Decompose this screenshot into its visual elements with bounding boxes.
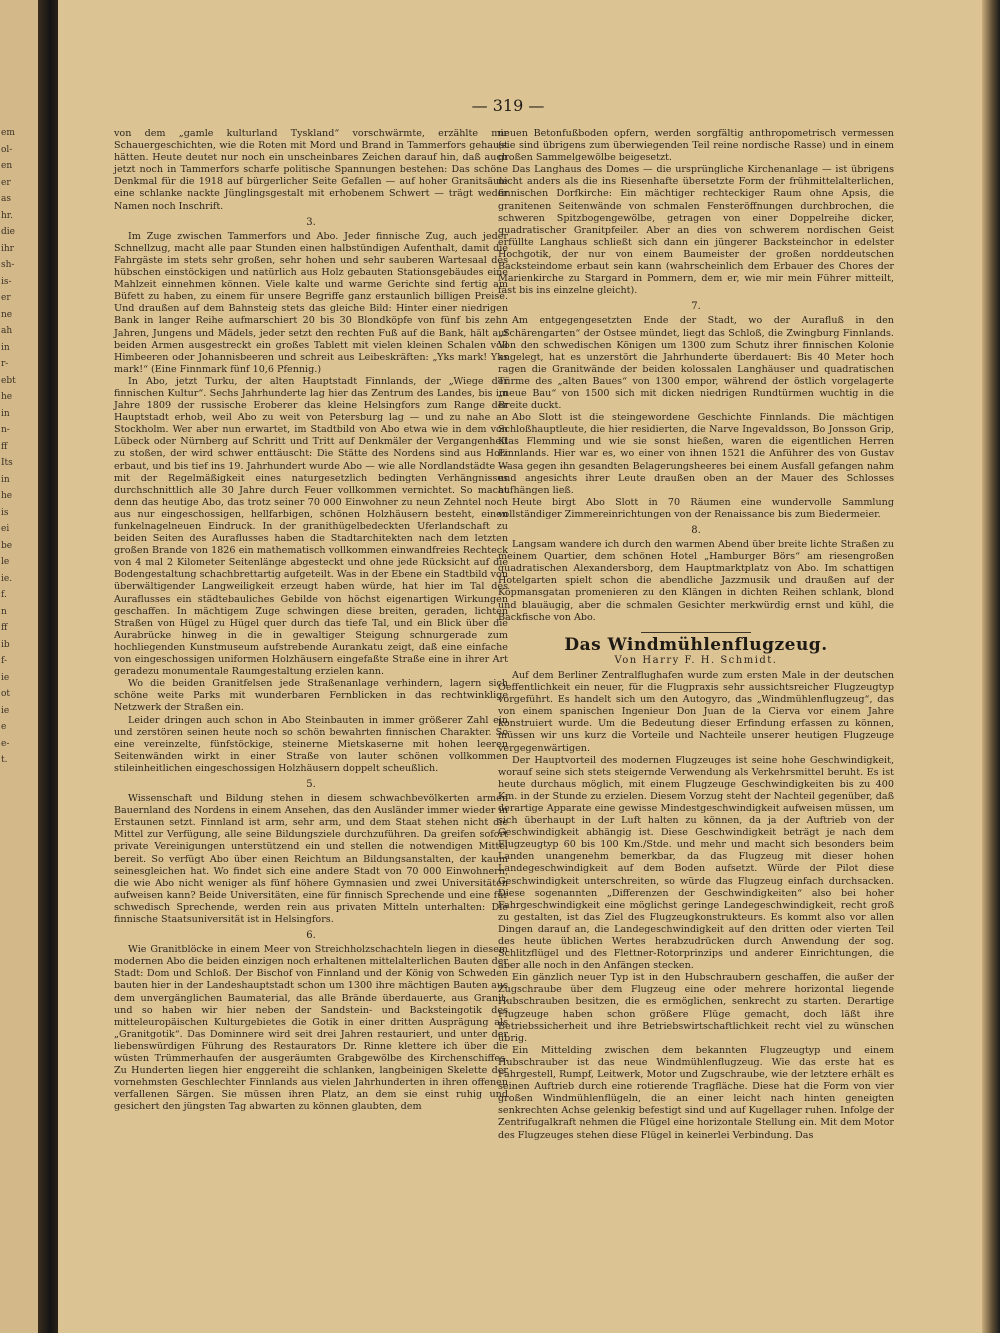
section-number: 8. xyxy=(691,525,701,536)
page-edge-right xyxy=(982,0,1000,1333)
paragraph: neuen Betonfußboden opfern, werden sorgfältig anthropometrisch vermessen (sie sind übrigens zum überwiegenden Teil reine nordische Rasse) und in einem großen Sammelgewölbe beigesetzt. xyxy=(498,128,894,164)
margin-fragment: n xyxy=(1,606,7,617)
margin-fragment: ne xyxy=(1,309,13,320)
margin-fragment: r- xyxy=(1,359,9,369)
margin-fragment: in xyxy=(1,408,10,419)
book-gutter xyxy=(38,0,58,1333)
margin-fragment: ie. xyxy=(1,573,13,584)
paragraph: Das Langhaus des Domes — die ursprüngliche Kirchenanlage — ist übrigens nicht anders als die ins Riesenhafte übersetzte Form der frühmittelalterlichen, finnischen Dorfkirche: Ein mächtiger rechteckiger Raum ohne Apsis, die granitenen Seitenwände von schmalen Fensteröffnungen durchbrochen, die schweren Spitzbogengewölbe, getragen von einer Doppelreihe dicker, quadratischer Granitpfeiler. Aber an dies von schwerem nordischen Geist erfüllte Langhaus schließt sich dann ein jüngerer Backsteinchor in edelster Hochgotik, der nur von einem Baumeister der großen norddeutschen Backsteindome erbaut sein kann (wahrscheinlich dem Erbauer des Chores der Marienkirche zu Stargard in Pommern, dem er, wie mir mein Führer mitteilt, fast bis ins einzelne gleicht). xyxy=(498,164,894,297)
margin-fragment: ff xyxy=(1,441,8,452)
section-number: 5. xyxy=(306,778,316,790)
margin-fragment: f. xyxy=(1,590,7,600)
margin-fragment: in xyxy=(1,474,10,485)
paragraph: Abo Slott ist die steingewordene Geschichte Finnlands. Die mächtigen Schloßhauptleute, die hier residierten, die Narve Ingevaldsson, Bo Jonsson Grip, Klas Flemming und wie sie sonst hießen, waren die eigentlichen Herren Finnlands. Hier war es, wo einer von ihnen 1521 die Anführer des von Gustav Wasa gegen ihn gesandten Belagerungsheeres bei einem Ausfall gefangen nahm und angesichts ihrer Leute draußen oben an der Mauer des Schlosses aufhängen ließ. xyxy=(498,412,894,496)
margin-fragment: is xyxy=(1,507,9,518)
margin-fragment: e xyxy=(1,722,7,732)
section-number: 6. xyxy=(306,930,316,942)
paragraph: von dem „gamle kulturland Tyskland“ vorschwärmte, erzählte mir Schauergeschichten, wie die Roten mit Mord und Brand in Tammerfors gehaust hätten. Heute deutet nur noch ein unscheinbares Zeichen darauf hin, daß auch jetzt noch in Tammerfors scharfe politische Spannungen bestehen: Das schöne Denkmal für die 1918 auf bürgerlicher Seite Gefallen — auf hoher Granitsäule eine schlanke nackte Jünglingsgestalt mit erhobenem Schwert — trägt weder Namen noch Inschrift. xyxy=(114,128,508,212)
section-number: 7. xyxy=(691,301,701,313)
margin-fragment: he xyxy=(1,491,13,501)
margin-fragment: n- xyxy=(1,425,10,435)
margin-fragment: is- xyxy=(1,276,12,287)
divider xyxy=(641,632,751,633)
margin-fragment: er xyxy=(1,177,11,188)
margin-fragment: in xyxy=(1,342,10,353)
margin-fragment: ihr xyxy=(1,243,14,254)
margin-fragment: ei xyxy=(1,524,10,534)
byline: Von Harry F. H. Schmidt. xyxy=(614,654,778,666)
margin-fragment: ib xyxy=(1,639,10,650)
margin-fragment: ff xyxy=(1,623,8,633)
section-number: 3. xyxy=(306,216,316,228)
margin-fragment: er xyxy=(1,293,11,303)
paragraph: Auf dem Berliner Zentralflughafen wurde zum ersten Male in der deutschen Oeffentlichkeit ein neuer, für die Flugpraxis sehr aussichtsreicher Flugzeugtyp vorgeführt. Es handelt sich um den Autogyro, das „Windmühlenflugzeug“, das von einem spanischen Ingenieur Don Juan de la Cierva vor einem Jahre konstruiert wurde. Um die Bedeutung dieser Erfindung erfassen zu können, müssen wir uns kurz die Vorteile und Nachteile unserer heutigen Flugzeuge vergegenwärtigen. xyxy=(498,669,894,754)
margin-fragment: ie xyxy=(1,705,10,716)
paragraph: Wissenschaft und Bildung stehen in diesem schwachbevölkerten armen Bauernland des Nordens in einem Ansehen, das den Ausländer immer wieder in Erstaunen setzt. Finnland ist arm, sehr arm, und dem Staat stehen nicht die Mittel zur Verfügung, alle seine Bildungsziele durchzuführen. Da greifen sofort private Vereinigungen unterstützend ein und stellen die notwendigen Mittel bereit. So verfügt Abo über einen Reichtum an Bildungsanstalten, der kaum seinesgleichen hat. Wo findet sich eine andere Stadt von 70 000 Einwohnern, die wie Abo nicht weniger als fünf höhere Gymnasien und zwei Universitäten aufweisen kann? Beide Universitäten, eine für finnisch Sprechende und eine für schwedisch Sprechende, werden rein aus privaten Mitteln unterhalten: Die finnische Staatsuniversität ist in Helsingfors. xyxy=(114,793,508,925)
page-number: — 319 — xyxy=(471,96,545,115)
margin-fragment: sh- xyxy=(1,260,15,270)
margin-fragment: be xyxy=(1,540,13,551)
margin-fragment: e- xyxy=(1,738,10,749)
paragraph: Heute birgt Abo Slott in 70 Räumen eine wundervolle Sammlung vollständiger Zimmereinrichtungen von der Renaissance bis zum Biedermeier. xyxy=(498,496,894,520)
margin-fragment: Its xyxy=(1,458,13,468)
paragraph: Leider dringen auch schon in Abo Steinbauten in immer größerer Zahl ein und zerstören seinen heute noch so schön bewahrten finnischen Charakter. So eine vereinzelte, fünfstöckige, steinerne Mietskaserne mit hohen leeren Seitenwänden wirkt in einer Straße von lauter schönen vollkommen stileinheitlichen eingeschossigen Holzhäusern doppelt scheußlich. xyxy=(114,714,508,774)
right-column xyxy=(498,128,894,1142)
margin-fragment: en xyxy=(1,161,13,171)
paragraph: Ein gänzlich neuer Typ ist in den Hubschraubern geschaffen, die außer der Zugschraube über dem Flugzeug eine oder mehrere horizontal liegende Hubschrauben besitzen, die es ermöglichen, senkrecht zu starten. Derartige Flugzeuge haben schon größere Flüge gemacht, doch läßt ihre Betriebssicherheit und ihre Betriebswirtschaftlichkeit recht viel zu wünschen übrig. xyxy=(498,972,894,1044)
margin-fragment: em xyxy=(1,128,15,138)
paragraph: Ein Mittelding zwischen dem bekannten Flugzeugtyp und einem Hubschrauber ist das neue Windmühlenflugzeug. Wie das erste hat es Fahrgestell, Rumpf, Leitwerk, Motor und Zugschraube, wie der letztere erhält es seinen Auftrieb durch eine rotierende Tragfläche. Diese hat die Form von vier großen Windmühlenflügeln, die an einer leicht nach hinten geneigten senkrechten Achse gelenkig befestigt sind und auf Kugellager ruhen. Infolge der Zentrifugalkraft nehmen die Flügel eine horizontale Stellung ein. Mit dem Motor des Flugzeuges stehen diese Flügel in keinerlei Verbindung. Das xyxy=(498,1044,894,1141)
paragraph: Am entgegengesetzten Ende der Stadt, wo der Aurafluß in den „Schärengarten“ der Ostsee mündet, liegt das Schloß, die Zwingburg Finnlands. Von den schwedischen Königen um 1300 zum Schutz ihrer finnischen Kolonie angelegt, hat es unzerstört die Jahrhunderte überdauert: Bis 40 Meter hoch ragen die Granitwände der beiden kolossalen Langhäuser und quadratischen Türme des „alten Baues“ von 1300 empor, während der östlich vorgelagerte „neue Bau“ von 1500 sich mit dicken niedrigen Rundtürmen wuchtig in die Breite duckt. xyxy=(498,315,894,412)
margin-fragment: hr. xyxy=(1,210,13,221)
margin-fragment: he xyxy=(1,392,13,402)
margin-fragment: t. xyxy=(1,755,8,765)
margin-fragment: die xyxy=(1,227,15,237)
margin-fragment: ah xyxy=(1,326,13,336)
paragraph: Wo die beiden Granitfelsen jede Straßenanlage verhindern, lagern sich schöne weite Parks mit wunderbaren Fernblicken in das rechtwinklige Netzwerk der Straßen ein. xyxy=(114,678,508,714)
margin-fragment: le xyxy=(1,557,10,567)
margin-fragment: as xyxy=(1,194,11,204)
paragraph: Langsam wandere ich durch den warmen Abend über breite lichte Straßen zu meinem Quartier, dem schönen Hotel „Hamburger Börs“ am riesengroßen quadratischen Alexandersborg, dem Hauptmarktplatz von Abo. Im schattigen Hotelgarten spielt schon die abendliche Jazzmusik und draußen auf der Köpmansgatan promenieren zu den Klängen in dichten Reihen schlank, blond und blauäugig, aber die schmalen Gesichter merkwürdig ernst und kühl, die Backfische von Abo. xyxy=(498,539,894,623)
paragraph: Wie Granitblöcke in einem Meer von Streichholzschachteln liegen in diesem modernen Abo die beiden einzigen noch erhaltenen mittelalterlichen Bauten der Stadt: Dom und Schloß. Der Bischof von Finnland und der König von Schweden bauten hier in der Landeshauptstadt schon um 1300 ihre mächtigen Bauten aus dem unvergänglichen Baumaterial, das alle Brände überdauerte, aus Granit, und so haben wir hier neben der Sandstein- und Backsteingotik des mitteleuropäischen Kulturgebietes die Gotik in einer dritten Ausprägung als „Granitgotik“. Das Dominnere wird seit drei Jahren restauriert, und unter der liebenswürdigen Führung des Restaurators Dr. Rinne klettere ich über die wüsten Trümmerhaufen der ausgeräumten Grabgewölbe des Kirchenschiffes. Zu Hunderten liegen hier enggereiht die schlanken, langbeinigen Skelette der vornehmsten Geschlechter Finnlands aus vielen Jahrhunderten in ihren offenen verfallenen Särgen. Sie müssen ihren Platz, an dem sie einst ruhig und gesichert den jüngsten Tag abwarten zu können glaubten, dem xyxy=(114,944,508,1113)
paragraph: Der Hauptvorteil des modernen Flugzeuges ist seine hohe Geschwindigkeit, worauf seine sich stets steigernde Verwendung als Verkehrsmittel beruht. Es ist heute durchaus möglich, mit einem Flugzeuge Geschwindigkeiten bis zu 400 Km. in der Stunde zu erzielen. Diesem Vorzug steht der Nachteil gegenüber, daß derartige Apparate eine gewisse Mindestgeschwindigkeit aufweisen müssen, um sich überhaupt in der Luft halten zu können, da ja der Auftrieb von der Geschwindigkeit abhängig ist. Diese Geschwindigkeit beträgt je nach dem Flugzeugtyp 60 bis 100 Km./Stde. und mehr und macht sich besonders beim Landen unangenehm bemerkbar, da das Flugzeug mit dieser hohen Landegeschwindigkeit auf dem Boden aufsetzt. Würde der Pilot diese Geschwindigkeit unterschreiten, so würde das Flugzeug einfach durchsacken. Diese sogenannten „Differenzen der Geschwindigkeiten“ also bei hoher Fahrgeschwindigkeit eine möglichst geringe Landegeschwindigkeit, recht groß zu gestalten, ist das Ziel des Flugzeugkonstrukteurs. Es kommt also vor allen Dingen darauf an, die Landegeschwindigkeit auf den dritten oder vierten Teil des heute üblichen Wertes herabzudrücken durch Anwendung der sog. Schlitzflügel und des Flettner-Rotorprinzips und anderer Einrichtungen, die aber alle noch in den Anfängen stecken. xyxy=(498,754,894,972)
newspaper-page xyxy=(58,0,982,1333)
margin-fragment: ot xyxy=(1,689,11,699)
article-title: Das Windmühlenflugzeug. xyxy=(564,634,828,655)
margin-fragment: ol- xyxy=(1,144,13,155)
margin-fragment: ie xyxy=(1,672,10,683)
margin-fragment: ebt xyxy=(1,375,16,386)
left-column xyxy=(114,128,508,1114)
adjacent-page-edge xyxy=(0,0,38,1333)
paragraph: In Abo, jetzt Turku, der alten Hauptstadt Finnlands, der „Wiege der finnischen Kultur“. Sechs Jahrhunderte lag hier das Zentrum des Landes, bis im Jahre 1809 der russische Eroberer das kleine Helsingfors zum Range der Hauptstadt erhob, weil Abo zu weit von Petersburg lag — und zu nahe an Stockholm. Wer aber nun erwartet, im Stadtbild von Abo etwa wie in dem von Lübeck oder Nürnberg auf Schritt und Tritt auf Denkmäler der Vergangenheit zu stoßen, der wird schwer enttäuscht: Die Stätte des Nordens sind aus Holz erbaut, und bis tief ins 19. Jahrhundert wurde Abo — wie alle Nordlandstädte — mit der Regelmäßigkeit eines naturgesetzlich bedingten Verhängnisses durchschnittlich alle 30 Jahre durch Feuer vollkommen vernichtet. So macht denn das heutige Abo, das trotz seiner 70 000 Einwohner zu neun Zehntel noch aus nur eingeschossigen, hellfarbigen, schönen Holzhäusern besteht, einen funkelnagelneuen Eindruck. In der granithügelbedeckten Uferlandschaft zu beiden Seiten des Auraflusses haben die Stadtarchitekten nach dem letzten großen Brande von 1826 ein mathematisch vollkommen einwandfreies Rechteck von 4 mal 2 Kilometer Seitenlänge abgesteckt und ohne jede Rücksicht auf die Bodengestaltung schachbrettartig aufgeteilt. Was in der Ebene ein Stadtbild von überwältigender Langweiligkeit erzeugt haben würde, hat hier im Tal des Auraflusses ein städtebauliches Gebilde von höchst eigenartigen Wirkungen geschaffen. In mächtigem Zuge schwingen diese breiten, geraden, lichten Straßen von Hügel zu Hügel quer durch das tiefe Tal, und ein Blick über die Aurabrücke hinweg in die in gewaltiger Steigung schnurgerade zum hochliegenden Kunstmuseum aufstrebende Aurankatu zeigt, daß eine einfache von eingeschossigen uniformen Holzhäusern eingefaßte Straße eine in ihrer Art geradezu monumentale Raumgestaltung erzielen kann. xyxy=(114,375,508,678)
paragraph: Im Zuge zwischen Tammerfors und Abo. Jeder finnische Zug, auch jeder Schnellzug, macht alle paar Stunden einen halbstündigen Aufenthalt, damit die Fahrgäste im stets sehr großen, sehr hohen und sehr sauberen Wartesaal des hübschen einstöckigen und natürlich aus Holz gebauten Stationsgebäudes eine Mahlzeit einnehmen können. Viele kalte und warme Gerichte sind fertig am Büfett zu haben, zu einem für unsere Begriffe ganz erstaunlich billigen Preise. Und draußen auf dem Bahnsteig stets das gleiche Bild: Hinter einer niedrigen Bank in langer Reihe aufmarschiert 20 bis 30 Blondköpfe von fünf bis zehn Jahren, Jungens und Mädels, jeder setzt den rechten Fuß auf die Bank, hält auf beiden Armen ausgestreckt ein großes Tablett mit vielen kleinen Schalen voll Himbeeren oder Johannisbeeren und schreit aus Leibeskräften: „Yks mark! Yks mark!“ (Eine Finnmark fünf 10,6 Pfennig.) xyxy=(114,230,508,375)
margin-fragment: f- xyxy=(1,656,8,666)
